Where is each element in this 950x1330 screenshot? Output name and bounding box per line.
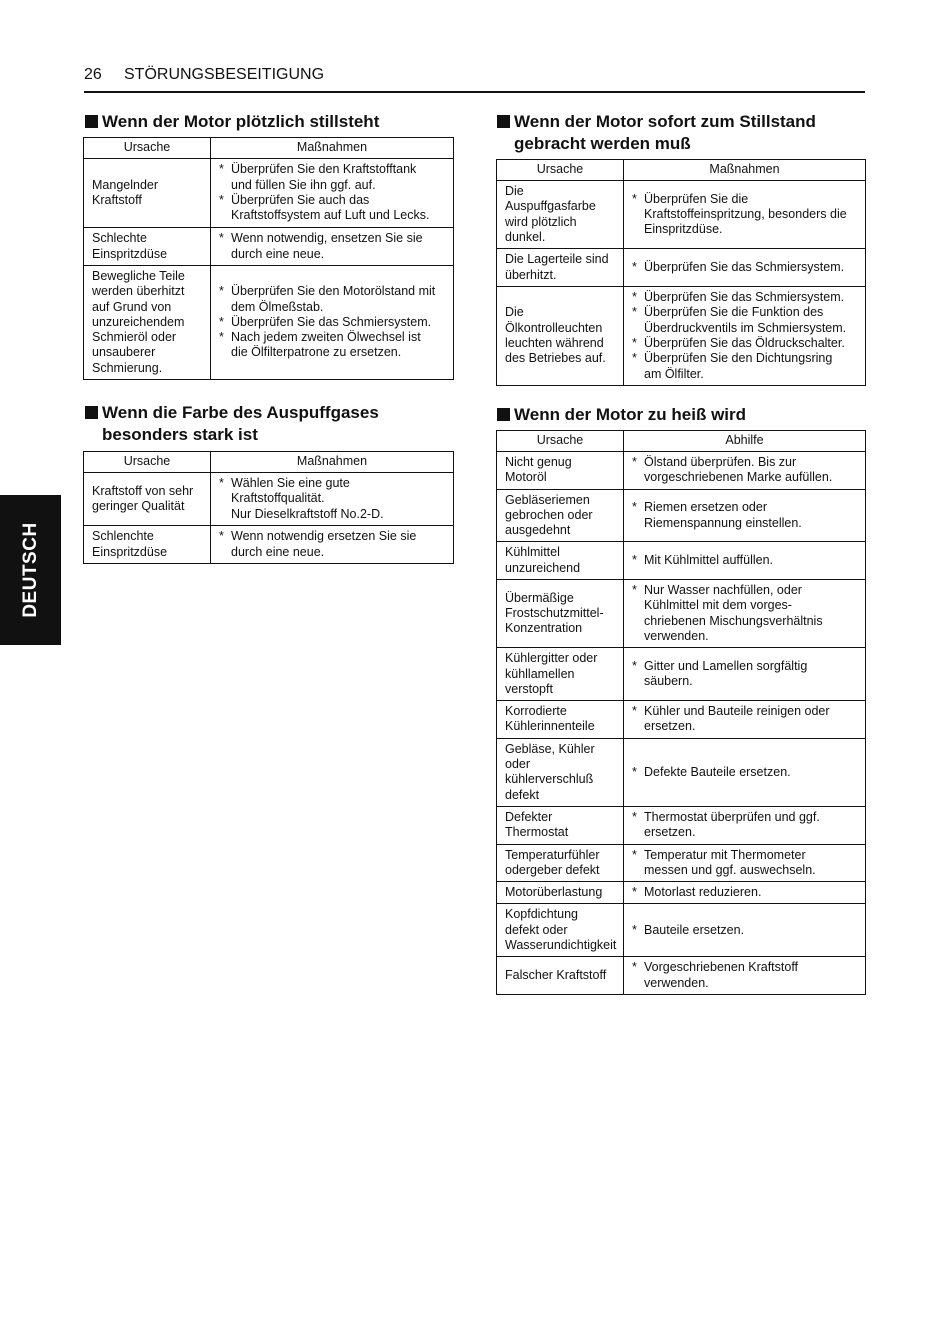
cause-line: gebrochen oder	[505, 507, 593, 522]
action-line: * Überprüfen Sie auch das	[231, 193, 370, 207]
cause-line: Kühlerinnenteile	[505, 719, 595, 734]
action-cell	[624, 181, 866, 249]
table-overheating	[496, 430, 866, 995]
action-line: Kraftstoffsystem auf Luft und Lecks.	[231, 208, 430, 223]
table-row	[84, 266, 454, 380]
cause-cell	[497, 844, 624, 882]
table-row	[84, 228, 454, 266]
action-line: * Überprüfen Sie die Funktion des	[644, 305, 824, 320]
cause-line: auf Grund von	[92, 299, 172, 314]
section-title-line: besonders stark ist	[102, 425, 258, 444]
action-cell	[624, 489, 866, 542]
col-header-cause: Ursache	[84, 138, 211, 159]
cause-cell	[84, 159, 211, 228]
action-line: messen und ggf. auswechseln.	[644, 862, 816, 877]
cause-line: odergeber defekt	[505, 862, 600, 877]
action-cell	[624, 957, 866, 995]
section-title-line: Wenn der Motor sofort zum Stillstand	[514, 112, 816, 131]
square-bullet-icon	[497, 408, 510, 421]
cause-line: Wasserundichtigkeit	[505, 938, 617, 953]
action-line: vorgeschriebenen Marke aufüllen.	[644, 470, 833, 485]
action-line: * Motorlast reduzieren.	[644, 885, 762, 900]
action-item	[632, 553, 859, 568]
action-line: * Temperatur mit Thermometer	[644, 847, 806, 862]
language-tab	[0, 495, 61, 645]
cause-line: Thermostat	[505, 825, 569, 840]
action-line: * Thermostat überprüfen und ggf.	[644, 809, 820, 824]
action-line: die Ölfilterpatrone zu ersetzen.	[231, 345, 402, 360]
action-item	[219, 476, 447, 522]
cause-line: ausgedehnt	[505, 523, 571, 538]
cause-line: oder	[505, 757, 531, 772]
action-item	[632, 704, 859, 735]
action-cell	[624, 648, 866, 701]
cause-cell	[497, 806, 624, 844]
table-row	[497, 844, 866, 882]
action-item	[219, 529, 447, 560]
cause-cell	[497, 452, 624, 490]
action-item	[632, 810, 859, 841]
action-line: * Wenn notwendig, ensetzen Sie sie	[231, 231, 423, 246]
cause-line: Motorüberlastung	[505, 885, 603, 900]
action-line: * Wenn notwendig ersetzen Sie sie	[231, 529, 417, 544]
action-line: * Wählen Sie eine gute	[231, 476, 350, 491]
action-line: und füllen Sie ihn ggf. auf.	[231, 177, 376, 192]
action-cell	[211, 159, 454, 228]
cause-line: Schlenchte	[92, 529, 154, 544]
section-title-line: Wenn der Motor plötzlich stillsteht	[102, 112, 380, 131]
cause-line: defekt oder	[505, 922, 568, 937]
cause-line: Frostschutzmittel-	[505, 606, 604, 621]
table-header-row	[497, 431, 866, 452]
cause-line: Korrodierte	[505, 704, 567, 719]
section-title-line: Wenn die Farbe des Auspuffgases	[102, 403, 379, 422]
cause-cell	[84, 473, 211, 526]
cause-line: defekt	[505, 787, 540, 802]
cause-line: überhitzt.	[505, 267, 557, 282]
action-cell	[624, 580, 866, 648]
section-title-exhaust-color	[84, 402, 474, 446]
action-line: Einspritzdüse.	[644, 222, 723, 237]
square-bullet-icon	[85, 115, 98, 128]
action-cell	[624, 287, 866, 386]
table-row	[84, 159, 454, 228]
cause-line: geringer Qualität	[92, 499, 185, 513]
cause-line: Kühlergitter oder	[505, 651, 598, 666]
action-line: * Kühler und Bauteile reinigen oder	[644, 704, 830, 719]
section-title-overheating	[496, 404, 886, 426]
table-motor-stops	[83, 137, 454, 380]
language-tab-label: DEUTSCH	[19, 522, 41, 618]
action-item	[219, 162, 447, 193]
action-line: Riemenspannung einstellen.	[644, 515, 802, 530]
cause-cell	[497, 738, 624, 806]
page-number: 26	[84, 66, 102, 83]
action-cell	[624, 452, 866, 490]
col-header-action: Maßnahmen	[211, 138, 454, 159]
action-line: * Nach jedem zweiten Ölwechsel ist	[231, 330, 421, 345]
cause-line: wird plötzlich	[505, 214, 577, 229]
table-row	[497, 882, 866, 904]
action-cell	[624, 844, 866, 882]
action-line: * Ölstand überprüfen. Bis zur	[644, 455, 797, 469]
cause-cell	[497, 701, 624, 739]
table-emergency-stop	[496, 159, 866, 386]
action-item	[632, 305, 859, 336]
action-cell	[624, 249, 866, 287]
cause-line: Gebläse, Kühler	[505, 741, 595, 756]
cause-cell	[497, 882, 624, 904]
col-header-cause: Ursache	[497, 431, 624, 452]
table-row	[497, 452, 866, 490]
action-line: säubern.	[644, 674, 693, 689]
action-item	[632, 192, 859, 238]
action-line: * Überprüfen Sie die	[644, 191, 749, 206]
action-cell	[211, 266, 454, 380]
action-item	[632, 351, 859, 382]
action-item	[632, 923, 859, 938]
action-item	[219, 193, 447, 224]
action-item	[632, 455, 859, 486]
cause-line: dunkel.	[505, 229, 546, 244]
action-item	[632, 960, 859, 991]
cause-line: verstopft	[505, 681, 553, 696]
cause-line: des Betriebes auf.	[505, 351, 606, 366]
cause-line: Schmieröl oder	[92, 330, 177, 345]
cause-line: Mangelnder	[92, 177, 159, 192]
action-cell	[211, 473, 454, 526]
cause-cell	[497, 489, 624, 542]
table-row	[497, 580, 866, 648]
action-line: am Ölfilter.	[644, 366, 704, 381]
cause-line: Übermäßige	[505, 590, 574, 605]
cause-line: Schlechte	[92, 231, 147, 246]
action-line: * Defekte Bauteile ersetzen.	[644, 764, 791, 779]
cause-line: Auspuffgasfarbe	[505, 199, 596, 214]
action-cell	[624, 738, 866, 806]
action-line: Kühlmittel mit dem vorges-	[644, 598, 792, 613]
table-row	[84, 473, 454, 526]
action-item	[632, 885, 859, 900]
cause-line: Kraftstoff von sehr	[92, 483, 194, 498]
action-cell	[624, 882, 866, 904]
cause-line: Die	[505, 184, 524, 198]
cause-cell	[497, 249, 624, 287]
action-item	[219, 231, 447, 262]
action-item	[632, 500, 859, 531]
table-row	[497, 957, 866, 995]
action-item	[219, 330, 447, 361]
action-line: * Überprüfen Sie den Kraftstofftank	[231, 162, 417, 177]
action-item	[632, 260, 859, 275]
action-line: * Überprüfen Sie den Dichtungsring	[644, 351, 833, 366]
cause-cell	[497, 580, 624, 648]
section-title-line: Wenn der Motor zu heiß wird	[514, 405, 747, 424]
action-cell	[211, 228, 454, 266]
action-item	[219, 315, 447, 330]
section-title-motor-stops	[84, 111, 474, 133]
col-header-cause: Ursache	[84, 452, 211, 473]
cause-line: Falscher Kraftstoff	[505, 967, 607, 982]
cause-line: Gebläseriemen	[505, 492, 590, 507]
cause-line: Nicht genug	[505, 455, 572, 469]
cause-line: Einspritzdüse	[92, 544, 168, 559]
action-item	[632, 765, 859, 780]
action-line: * Bauteile ersetzen.	[644, 922, 745, 937]
action-item	[632, 583, 859, 644]
action-line: * Gitter und Lamellen sorgfältig	[644, 658, 808, 673]
table-row	[497, 249, 866, 287]
action-line: Überdruckventils im Schmiersystem.	[644, 320, 847, 335]
cause-line: Temperaturfühler	[505, 847, 600, 862]
cause-line: werden überhitzt	[92, 284, 185, 299]
action-cell	[624, 806, 866, 844]
table-row	[497, 806, 866, 844]
cause-line: Defekter	[505, 809, 553, 824]
action-line: * Überprüfen Sie das Schmiersystem.	[644, 260, 845, 275]
action-item	[632, 336, 859, 351]
action-line: Kraftstoffeinspritzung, besonders die	[644, 206, 847, 221]
square-bullet-icon	[497, 115, 510, 128]
table-row	[497, 181, 866, 249]
square-bullet-icon	[85, 406, 98, 419]
cause-line: kühllamellen	[505, 666, 575, 681]
cause-line: unzureichend	[505, 560, 581, 575]
cause-line: Die	[505, 305, 524, 320]
cause-cell	[497, 287, 624, 386]
table-row	[497, 904, 866, 957]
cause-cell	[497, 904, 624, 957]
action-line: * Riemen ersetzen oder	[644, 500, 767, 515]
cause-line: Schmierung.	[92, 360, 163, 375]
cause-line: Kopfdichtung	[505, 907, 578, 922]
action-line: durch eine neue.	[231, 246, 325, 261]
table-header-row	[497, 160, 866, 181]
table-row	[497, 701, 866, 739]
action-line: ersetzen.	[644, 825, 696, 840]
action-line: * Überprüfen Sie den Motorölstand mit	[231, 284, 436, 299]
cause-cell	[497, 957, 624, 995]
cause-line: Ölkontrolleuchten	[505, 320, 603, 335]
cause-line: unzureichendem	[92, 314, 185, 329]
action-line: * Überprüfen Sie das Schmiersystem.	[231, 314, 432, 329]
col-header-action: Maßnahmen	[624, 160, 866, 181]
action-item	[632, 848, 859, 879]
section-title-emergency-stop	[496, 111, 886, 155]
cause-cell	[84, 266, 211, 380]
action-line: * Überprüfen Sie das Öldruckschalter.	[644, 336, 845, 351]
action-line: ersetzen.	[644, 719, 696, 734]
action-item	[632, 290, 859, 305]
action-line: Kraftstoffqualität.	[231, 491, 325, 506]
action-line: durch eine neue.	[231, 544, 325, 559]
action-line: verwenden.	[644, 975, 709, 990]
action-item	[632, 659, 859, 690]
action-cell	[624, 542, 866, 580]
action-cell	[211, 526, 454, 564]
page-header	[84, 64, 865, 93]
cause-cell	[497, 648, 624, 701]
table-row	[497, 287, 866, 386]
cause-line: unsauberer	[92, 345, 156, 360]
cause-cell	[497, 181, 624, 249]
cause-line: Kühlmittel	[505, 545, 560, 560]
cause-line: leuchten während	[505, 336, 604, 351]
action-line: chriebenen Mischungsverhältnis	[644, 613, 823, 628]
chapter-title: STÖRUNGSBESEITIGUNG	[124, 66, 325, 83]
cause-line: Konzentration	[505, 621, 583, 636]
action-line: Nur Dieselkraftstoff No.2-D.	[231, 506, 384, 521]
table-row	[84, 526, 454, 564]
action-line: * Vorgeschriebenen Kraftstoff	[644, 960, 799, 975]
col-header-cause: Ursache	[497, 160, 624, 181]
cause-cell	[497, 542, 624, 580]
action-line: verwenden.	[644, 628, 709, 643]
cause-line: Kraftstoff	[92, 193, 142, 207]
table-row	[497, 738, 866, 806]
action-cell	[624, 904, 866, 957]
cause-cell	[84, 526, 211, 564]
action-line: * Nur Wasser nachfüllen, oder	[644, 583, 802, 598]
action-line: * Mit Kühlmittel auffüllen.	[644, 553, 773, 568]
table-header-row	[84, 452, 454, 473]
table-header-row	[84, 138, 454, 159]
table-row	[497, 542, 866, 580]
action-item	[219, 284, 447, 315]
cause-line: kühlerverschluß	[505, 772, 594, 787]
cause-line: Einspritzdüse	[92, 246, 168, 261]
table-row	[497, 648, 866, 701]
col-header-action: Abhilfe	[624, 431, 866, 452]
action-line: * Überprüfen Sie das Schmiersystem.	[644, 290, 845, 305]
action-line: dem Ölmeßstab.	[231, 299, 324, 314]
section-title-line: gebracht werden muß	[514, 134, 691, 153]
cause-line: Die Lagerteile sind	[505, 252, 609, 267]
cause-line: Bewegliche Teile	[92, 269, 185, 283]
cause-cell	[84, 228, 211, 266]
col-header-action: Maßnahmen	[211, 452, 454, 473]
cause-line: Motoröl	[505, 470, 547, 485]
action-cell	[624, 701, 866, 739]
table-row	[497, 489, 866, 542]
table-exhaust-color	[83, 451, 454, 564]
